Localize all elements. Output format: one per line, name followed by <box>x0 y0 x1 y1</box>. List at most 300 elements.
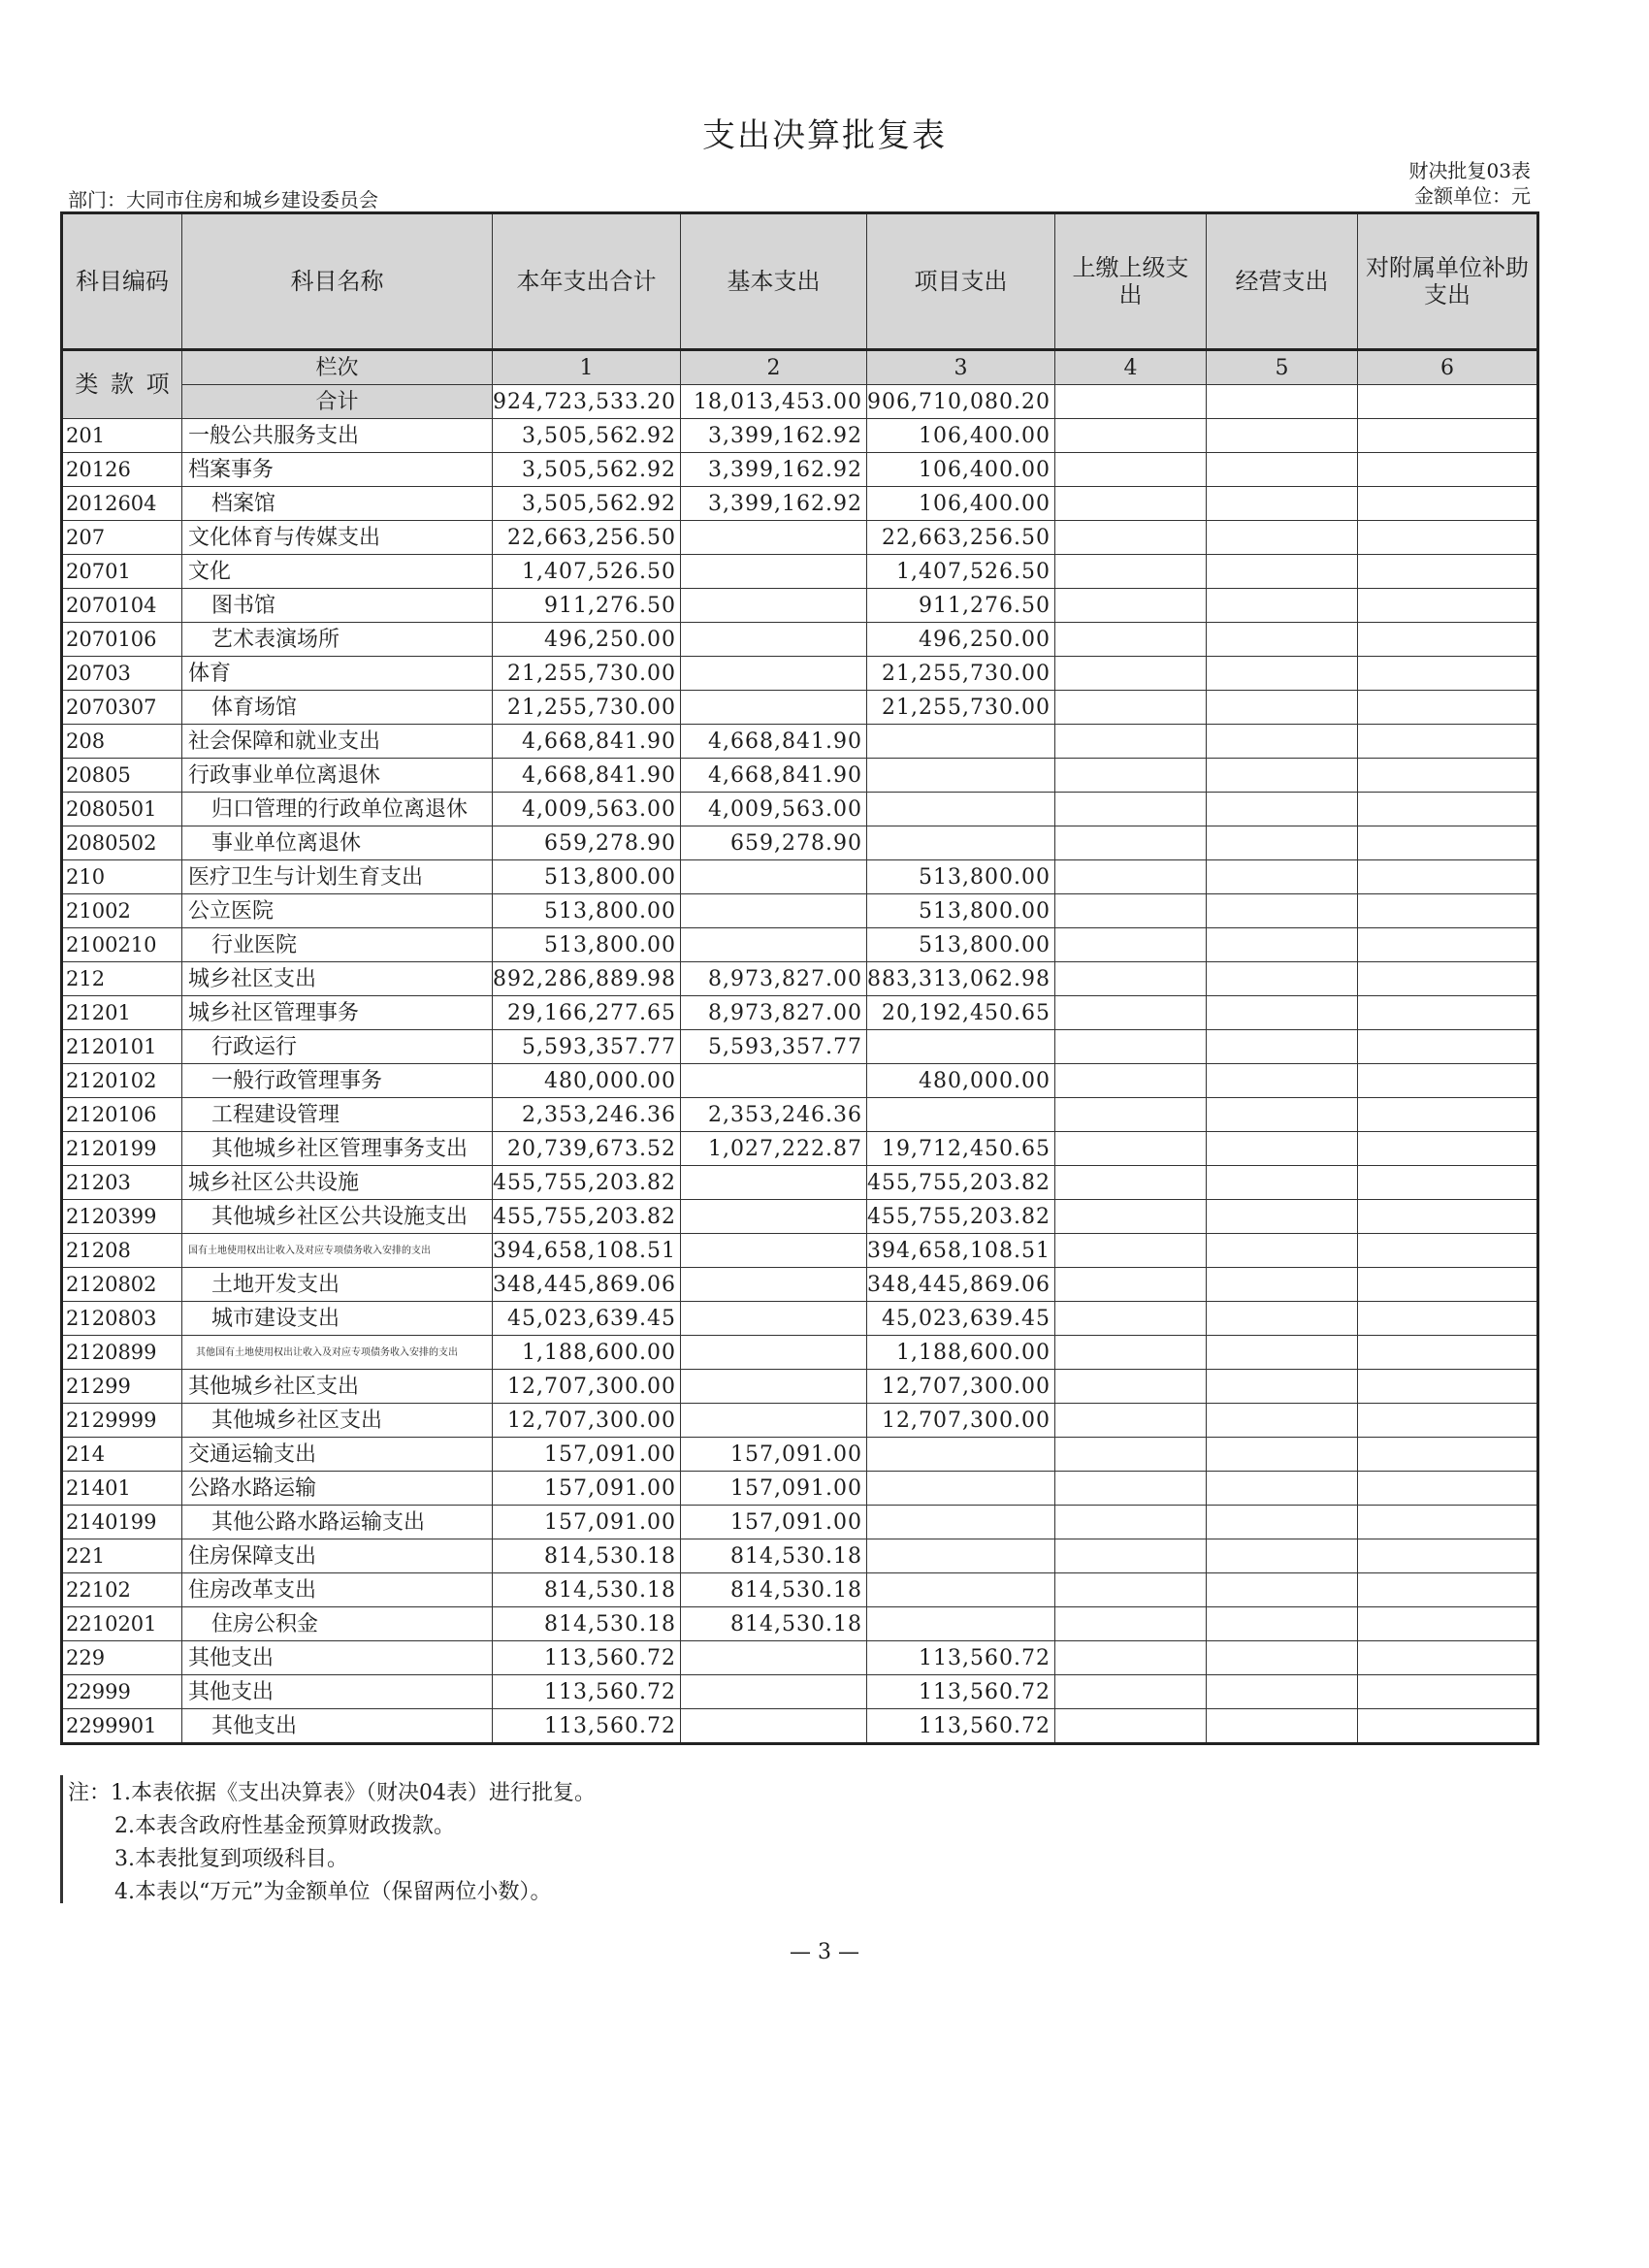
row-business <box>1207 555 1358 589</box>
row-project <box>867 826 1055 860</box>
row-total: 21,255,730.00 <box>493 691 681 725</box>
row-project: 45,023,639.45 <box>867 1302 1055 1336</box>
row-name: 文化体育与传媒支出 <box>182 521 493 555</box>
row-project <box>867 1098 1055 1132</box>
row-subsidy <box>1358 1030 1538 1064</box>
row-code: 20701 <box>62 555 182 589</box>
table-row <box>62 1268 1538 1302</box>
table-row <box>62 1166 1538 1200</box>
row-subsidy <box>1358 1607 1538 1641</box>
row-project: 20,192,450.65 <box>867 996 1055 1030</box>
row-project <box>867 1506 1055 1539</box>
row-upper <box>1055 1030 1207 1064</box>
row-business <box>1207 1539 1358 1573</box>
table-row <box>62 894 1538 928</box>
row-code: 201 <box>62 419 182 453</box>
row-subsidy <box>1358 1573 1538 1607</box>
row-total: 513,800.00 <box>493 860 681 894</box>
row-project <box>867 793 1055 826</box>
row-name: 医疗卫生与计划生育支出 <box>182 860 493 894</box>
row-code: 21002 <box>62 894 182 928</box>
row-business <box>1207 1404 1358 1438</box>
row-total: 20,739,673.52 <box>493 1132 681 1166</box>
row-business <box>1207 1234 1358 1268</box>
table-row <box>62 1064 1538 1098</box>
row-code: 2080501 <box>62 793 182 826</box>
row-business <box>1207 928 1358 962</box>
row-business <box>1207 1302 1358 1336</box>
row-name: 文化 <box>182 555 493 589</box>
table-row <box>62 793 1538 826</box>
row-total: 4,009,563.00 <box>493 793 681 826</box>
col-header-project: 项目支出 <box>867 213 1055 350</box>
row-subsidy <box>1358 1302 1538 1336</box>
table-row <box>62 1302 1538 1336</box>
row-total: 4,668,841.90 <box>493 725 681 759</box>
table-row <box>62 1573 1538 1607</box>
row-upper <box>1055 521 1207 555</box>
row-code: 2210201 <box>62 1607 182 1641</box>
row-project: 348,445,869.06 <box>867 1268 1055 1302</box>
row-subsidy <box>1358 589 1538 623</box>
row-project: 106,400.00 <box>867 487 1055 521</box>
band-col-6: 6 <box>1358 350 1538 385</box>
row-basic <box>681 1200 867 1234</box>
row-total: 157,091.00 <box>493 1506 681 1539</box>
row-total: 12,707,300.00 <box>493 1404 681 1438</box>
row-code: 2120106 <box>62 1098 182 1132</box>
row-upper <box>1055 1472 1207 1506</box>
form-code: 财决批复03表 <box>1408 159 1531 182</box>
row-business <box>1207 1370 1358 1404</box>
row-total: 113,560.72 <box>493 1675 681 1709</box>
row-business <box>1207 996 1358 1030</box>
row-name: 其他国有土地使用权出让收入及对应专项债务收入安排的支出 <box>182 1336 493 1370</box>
row-code: 20703 <box>62 657 182 691</box>
row-code: 22999 <box>62 1675 182 1709</box>
page-number: — 3 — <box>790 1940 859 1964</box>
band-col-1: 1 <box>493 350 681 385</box>
row-project: 113,560.72 <box>867 1641 1055 1675</box>
total-upper <box>1055 385 1207 419</box>
row-project: 513,800.00 <box>867 860 1055 894</box>
row-basic <box>681 928 867 962</box>
row-name: 住房公积金 <box>182 1607 493 1641</box>
total-label: 合计 <box>182 385 493 419</box>
row-total: 394,658,108.51 <box>493 1234 681 1268</box>
row-total: 12,707,300.00 <box>493 1370 681 1404</box>
row-business <box>1207 1132 1358 1166</box>
row-basic <box>681 623 867 657</box>
row-upper <box>1055 555 1207 589</box>
row-code: 2070307 <box>62 691 182 725</box>
row-code: 2120101 <box>62 1030 182 1064</box>
row-business <box>1207 1506 1358 1539</box>
row-project: 513,800.00 <box>867 928 1055 962</box>
row-business <box>1207 1064 1358 1098</box>
row-project: 106,400.00 <box>867 419 1055 453</box>
row-name: 体育 <box>182 657 493 691</box>
row-name: 一般公共服务支出 <box>182 419 493 453</box>
row-upper <box>1055 1268 1207 1302</box>
row-project: 513,800.00 <box>867 894 1055 928</box>
row-basic <box>681 657 867 691</box>
row-name: 住房保障支出 <box>182 1539 493 1573</box>
row-name: 档案馆 <box>182 487 493 521</box>
row-basic <box>681 860 867 894</box>
row-code: 21401 <box>62 1472 182 1506</box>
table-row <box>62 1472 1538 1506</box>
row-subsidy <box>1358 1132 1538 1166</box>
row-upper <box>1055 657 1207 691</box>
row-upper <box>1055 419 1207 453</box>
row-name: 土地开发支出 <box>182 1268 493 1302</box>
table-row <box>62 1404 1538 1438</box>
row-basic <box>681 1709 867 1744</box>
total-business <box>1207 385 1358 419</box>
row-basic: 2,353,246.36 <box>681 1098 867 1132</box>
band-col-3: 3 <box>867 350 1055 385</box>
row-project: 394,658,108.51 <box>867 1234 1055 1268</box>
row-upper <box>1055 1675 1207 1709</box>
row-total: 348,445,869.06 <box>493 1268 681 1302</box>
row-upper <box>1055 928 1207 962</box>
row-business <box>1207 1336 1358 1370</box>
row-business <box>1207 962 1358 996</box>
row-upper <box>1055 691 1207 725</box>
row-business <box>1207 1607 1358 1641</box>
row-upper <box>1055 453 1207 487</box>
row-code: 2100210 <box>62 928 182 962</box>
row-total: 892,286,889.98 <box>493 962 681 996</box>
row-business <box>1207 1709 1358 1744</box>
row-name: 行业医院 <box>182 928 493 962</box>
table-row <box>62 962 1538 996</box>
row-project: 1,407,526.50 <box>867 555 1055 589</box>
row-code: 2140199 <box>62 1506 182 1539</box>
page-title: 支出决算批复表 <box>702 116 947 155</box>
row-code: 229 <box>62 1641 182 1675</box>
row-subsidy <box>1358 657 1538 691</box>
expenditure-approval-table <box>60 211 1539 1745</box>
code-level-xiang: 项 <box>146 371 170 398</box>
table-row <box>62 1641 1538 1675</box>
row-upper <box>1055 1132 1207 1166</box>
col-header-name: 科目名称 <box>182 213 493 350</box>
row-name: 其他支出 <box>182 1641 493 1675</box>
row-upper <box>1055 1370 1207 1404</box>
row-total: 659,278.90 <box>493 826 681 860</box>
row-upper <box>1055 1302 1207 1336</box>
row-project <box>867 1472 1055 1506</box>
row-total: 455,755,203.82 <box>493 1200 681 1234</box>
row-upper <box>1055 1098 1207 1132</box>
total-sum: 924,723,533.20 <box>493 385 681 419</box>
row-total: 2,353,246.36 <box>493 1098 681 1132</box>
row-code: 2120399 <box>62 1200 182 1234</box>
row-name: 行政事业单位离退休 <box>182 759 493 793</box>
row-business <box>1207 759 1358 793</box>
row-code: 2070104 <box>62 589 182 623</box>
row-subsidy <box>1358 759 1538 793</box>
table-row <box>62 589 1538 623</box>
row-upper <box>1055 1064 1207 1098</box>
note-line: 2.本表含政府性基金预算财政拨款。 <box>114 1814 455 1838</box>
row-subsidy <box>1358 623 1538 657</box>
row-project: 113,560.72 <box>867 1675 1055 1709</box>
row-basic: 157,091.00 <box>681 1472 867 1506</box>
table-row <box>62 453 1538 487</box>
row-total: 911,276.50 <box>493 589 681 623</box>
column-index-row <box>62 350 1538 385</box>
row-upper <box>1055 1506 1207 1539</box>
table-row <box>62 1607 1538 1641</box>
row-total: 814,530.18 <box>493 1573 681 1607</box>
row-total: 814,530.18 <box>493 1539 681 1573</box>
row-code: 208 <box>62 725 182 759</box>
row-basic: 3,399,162.92 <box>681 487 867 521</box>
row-total: 113,560.72 <box>493 1641 681 1675</box>
table-row <box>62 996 1538 1030</box>
row-subsidy <box>1358 894 1538 928</box>
row-name: 公路水路运输 <box>182 1472 493 1506</box>
table-row <box>62 657 1538 691</box>
row-name: 城市建设支出 <box>182 1302 493 1336</box>
row-subsidy <box>1358 453 1538 487</box>
row-name: 体育场馆 <box>182 691 493 725</box>
row-business <box>1207 725 1358 759</box>
band-col-5: 5 <box>1207 350 1358 385</box>
row-upper <box>1055 1336 1207 1370</box>
table-row <box>62 419 1538 453</box>
row-code: 2129999 <box>62 1404 182 1438</box>
total-subsidy <box>1358 385 1538 419</box>
row-project <box>867 1607 1055 1641</box>
row-name: 城乡社区公共设施 <box>182 1166 493 1200</box>
col-header-total: 本年支出合计 <box>493 213 681 350</box>
row-subsidy <box>1358 1472 1538 1506</box>
band-col-2: 2 <box>681 350 867 385</box>
amount-unit: 金额单位：元 <box>1414 184 1531 208</box>
notes-rule <box>60 1775 63 1903</box>
total-basic: 18,013,453.00 <box>681 385 867 419</box>
row-subsidy <box>1358 1268 1538 1302</box>
table-row <box>62 1234 1538 1268</box>
table-row <box>62 1438 1538 1472</box>
row-project: 496,250.00 <box>867 623 1055 657</box>
row-code: 22102 <box>62 1573 182 1607</box>
row-code: 21208 <box>62 1234 182 1268</box>
row-total: 1,407,526.50 <box>493 555 681 589</box>
row-name: 其他城乡社区管理事务支出 <box>182 1132 493 1166</box>
row-name: 图书馆 <box>182 589 493 623</box>
row-project: 12,707,300.00 <box>867 1370 1055 1404</box>
row-upper <box>1055 1166 1207 1200</box>
row-subsidy <box>1358 1641 1538 1675</box>
table-row <box>62 928 1538 962</box>
row-subsidy <box>1358 928 1538 962</box>
row-subsidy <box>1358 826 1538 860</box>
row-project <box>867 759 1055 793</box>
row-project: 22,663,256.50 <box>867 521 1055 555</box>
row-subsidy <box>1358 1234 1538 1268</box>
row-basic: 157,091.00 <box>681 1438 867 1472</box>
row-name: 归口管理的行政单位离退休 <box>182 793 493 826</box>
note-line: 注：1.本表依据《支出决算表》（财决04表）进行批复。 <box>68 1781 596 1805</box>
table-row <box>62 1370 1538 1404</box>
row-basic: 3,399,162.92 <box>681 453 867 487</box>
row-total: 157,091.00 <box>493 1438 681 1472</box>
row-basic: 4,668,841.90 <box>681 759 867 793</box>
table-row <box>62 555 1538 589</box>
row-total: 1,188,600.00 <box>493 1336 681 1370</box>
row-basic <box>681 894 867 928</box>
row-code: 221 <box>62 1539 182 1573</box>
row-business <box>1207 894 1358 928</box>
table-row <box>62 759 1538 793</box>
row-business <box>1207 419 1358 453</box>
row-code: 214 <box>62 1438 182 1472</box>
row-upper <box>1055 1438 1207 1472</box>
col-header-subsidy: 对附属单位补助支出 <box>1358 213 1538 350</box>
row-name: 其他城乡社区支出 <box>182 1404 493 1438</box>
row-code: 2120899 <box>62 1336 182 1370</box>
row-upper <box>1055 1573 1207 1607</box>
row-project: 1,188,600.00 <box>867 1336 1055 1370</box>
row-subsidy <box>1358 1370 1538 1404</box>
table-header-row <box>62 213 1538 350</box>
row-upper <box>1055 759 1207 793</box>
row-code: 20805 <box>62 759 182 793</box>
row-total: 45,023,639.45 <box>493 1302 681 1336</box>
note-line: 3.本表批复到项级科目。 <box>114 1847 348 1871</box>
row-subsidy <box>1358 1709 1538 1744</box>
table-row <box>62 1506 1538 1539</box>
table-row <box>62 1539 1538 1573</box>
row-subsidy <box>1358 419 1538 453</box>
table-row <box>62 1098 1538 1132</box>
row-total: 496,250.00 <box>493 623 681 657</box>
row-subsidy <box>1358 1166 1538 1200</box>
row-total: 5,593,357.77 <box>493 1030 681 1064</box>
row-business <box>1207 1472 1358 1506</box>
col-header-upper: 上缴上级支出 <box>1055 213 1207 350</box>
notes-block <box>68 1777 596 1909</box>
row-upper <box>1055 1607 1207 1641</box>
row-business <box>1207 1641 1358 1675</box>
row-business <box>1207 1200 1358 1234</box>
row-subsidy <box>1358 1098 1538 1132</box>
row-basic <box>681 691 867 725</box>
row-basic <box>681 1234 867 1268</box>
row-subsidy <box>1358 1438 1538 1472</box>
row-business <box>1207 691 1358 725</box>
row-code: 2080502 <box>62 826 182 860</box>
row-upper <box>1055 1709 1207 1744</box>
row-subsidy <box>1358 1336 1538 1370</box>
row-basic <box>681 589 867 623</box>
row-code: 210 <box>62 860 182 894</box>
row-basic <box>681 1404 867 1438</box>
table-row <box>62 1200 1538 1234</box>
row-code: 2012604 <box>62 487 182 521</box>
row-total: 814,530.18 <box>493 1607 681 1641</box>
row-upper <box>1055 623 1207 657</box>
row-basic: 659,278.90 <box>681 826 867 860</box>
row-subsidy <box>1358 962 1538 996</box>
row-code: 21203 <box>62 1166 182 1200</box>
row-basic <box>681 1302 867 1336</box>
row-upper <box>1055 962 1207 996</box>
row-project <box>867 1438 1055 1472</box>
band-label: 栏次 <box>182 350 493 385</box>
row-basic <box>681 1370 867 1404</box>
row-business <box>1207 623 1358 657</box>
row-project: 480,000.00 <box>867 1064 1055 1098</box>
row-project: 911,276.50 <box>867 589 1055 623</box>
row-basic: 8,973,827.00 <box>681 962 867 996</box>
row-upper <box>1055 1200 1207 1234</box>
row-business <box>1207 826 1358 860</box>
row-upper <box>1055 826 1207 860</box>
table-row <box>62 725 1538 759</box>
row-project: 106,400.00 <box>867 453 1055 487</box>
row-project: 455,755,203.82 <box>867 1200 1055 1234</box>
row-subsidy <box>1358 1539 1538 1573</box>
row-basic <box>681 1641 867 1675</box>
row-business <box>1207 657 1358 691</box>
row-name: 城乡社区支出 <box>182 962 493 996</box>
row-code: 2070106 <box>62 623 182 657</box>
row-total: 3,505,562.92 <box>493 419 681 453</box>
table-row <box>62 691 1538 725</box>
table-row <box>62 1030 1538 1064</box>
row-subsidy <box>1358 1675 1538 1709</box>
row-total: 513,800.00 <box>493 928 681 962</box>
row-basic <box>681 555 867 589</box>
table-row <box>62 623 1538 657</box>
row-subsidy <box>1358 487 1538 521</box>
row-business <box>1207 589 1358 623</box>
row-name: 档案事务 <box>182 453 493 487</box>
row-basic: 5,593,357.77 <box>681 1030 867 1064</box>
table-row <box>62 1132 1538 1166</box>
row-project: 21,255,730.00 <box>867 691 1055 725</box>
row-upper <box>1055 1234 1207 1268</box>
row-subsidy <box>1358 1064 1538 1098</box>
row-total: 113,560.72 <box>493 1709 681 1744</box>
row-business <box>1207 1438 1358 1472</box>
row-code: 2120803 <box>62 1302 182 1336</box>
row-basic: 1,027,222.87 <box>681 1132 867 1166</box>
row-upper <box>1055 1539 1207 1573</box>
row-name: 其他城乡社区公共设施支出 <box>182 1200 493 1234</box>
row-project: 19,712,450.65 <box>867 1132 1055 1166</box>
row-business <box>1207 521 1358 555</box>
row-business <box>1207 1268 1358 1302</box>
row-subsidy <box>1358 1200 1538 1234</box>
row-basic: 4,668,841.90 <box>681 725 867 759</box>
row-basic: 4,009,563.00 <box>681 793 867 826</box>
row-name: 事业单位离退休 <box>182 826 493 860</box>
row-subsidy <box>1358 996 1538 1030</box>
row-total: 513,800.00 <box>493 894 681 928</box>
row-name: 其他公路水路运输支出 <box>182 1506 493 1539</box>
row-project: 883,313,062.98 <box>867 962 1055 996</box>
row-project: 113,560.72 <box>867 1709 1055 1744</box>
row-name: 其他支出 <box>182 1675 493 1709</box>
row-name: 住房改革支出 <box>182 1573 493 1607</box>
